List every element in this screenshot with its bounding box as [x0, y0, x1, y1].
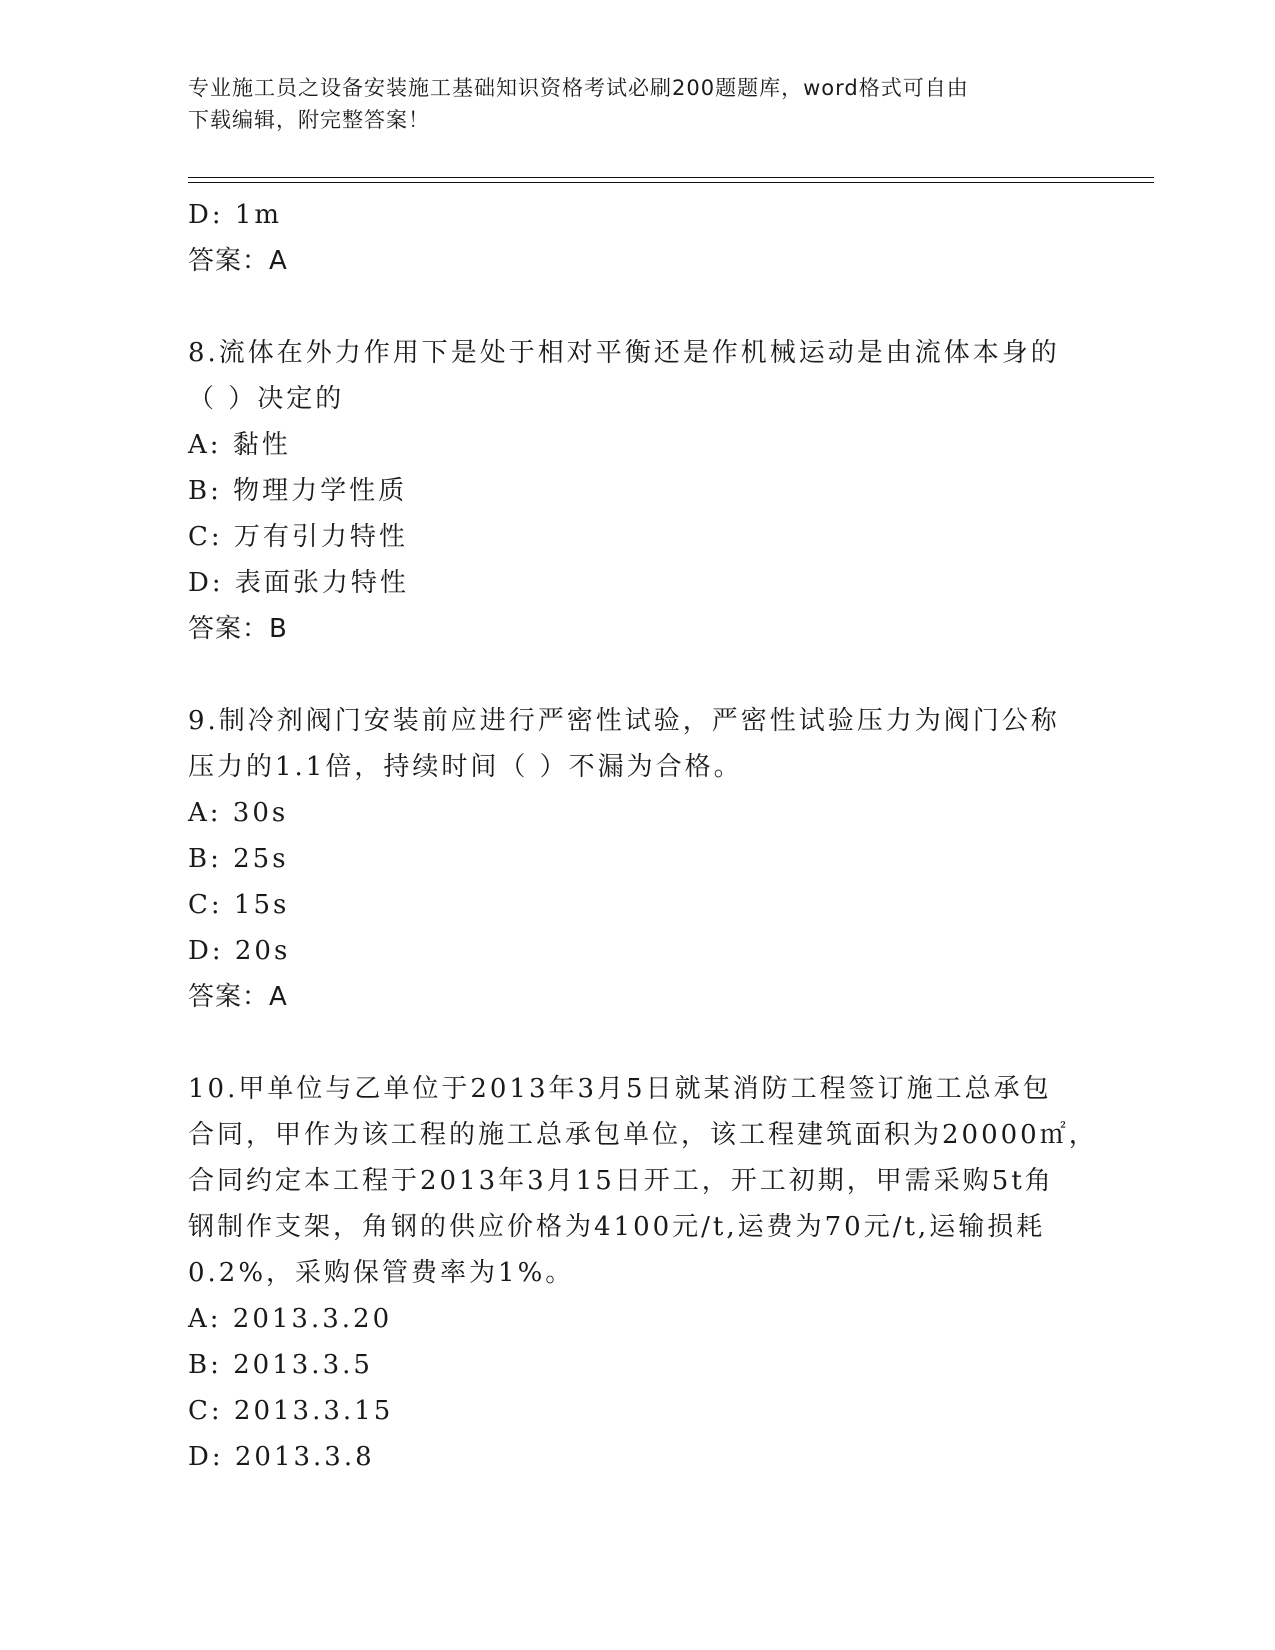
option-a: A: 黏性	[188, 430, 291, 460]
option-c: C: 万有引力特性	[188, 522, 408, 552]
question-8	[188, 330, 1088, 652]
header-line-1: 专业施工员之设备安装施工基础知识资格考试必刷200题题库，word格式可自由	[188, 76, 969, 100]
header-divider-top	[188, 177, 1154, 178]
question-7-tail	[188, 192, 1088, 284]
question-stem: 9.制冷剂阀门安装前应进行严密性试验，严密性试验压力为阀门公称 压力的1.1倍，持续时间（ ）不漏为合格。	[188, 706, 1060, 782]
question-10	[188, 1066, 1098, 1480]
answer-line: 答案：B	[188, 614, 288, 644]
header-line-2: 下载编辑，附完整答案！	[188, 108, 430, 132]
option-d: D: 表面张力特性	[188, 568, 409, 598]
header-divider-bottom	[188, 182, 1154, 183]
document-header	[188, 72, 1088, 136]
option-a: A: 30s	[188, 798, 289, 828]
option-a: A: 2013.3.20	[188, 1304, 393, 1334]
question-stem: 10.甲单位与乙单位于2013年3月5日就某消防工程签订施工总承包 合同，甲作为该工程的施工总承包单位，该工程建筑面积为20000㎡， 合同约定本工程于2013年3月15日开工，开工初期，甲需采购5t角 钢制作支架，角钢的供应价格为4100元/t,运费为70元/t,运输损耗 0.2%，采购保管费率为1%。	[188, 1074, 1098, 1288]
answer-line: 答案：A	[188, 246, 288, 276]
option-d: D: 20s	[188, 936, 291, 966]
answer-line: 答案：A	[188, 982, 288, 1012]
option-b: B: 2013.3.5	[188, 1350, 373, 1380]
option-d: D: 2013.3.8	[188, 1442, 375, 1472]
question-list	[188, 192, 1098, 1480]
option-b: B: 物理力学性质	[188, 476, 408, 506]
question-9	[188, 698, 1088, 1020]
question-stem: 8.流体在外力作用下是处于相对平衡还是作机械运动是由流体本身的 （ ）决定的	[188, 338, 1060, 414]
option-b: B: 25s	[188, 844, 289, 874]
option-c: C: 15s	[188, 890, 290, 920]
option-c: C: 2013.3.15	[188, 1396, 394, 1426]
option-d: D: 1m	[188, 200, 283, 230]
